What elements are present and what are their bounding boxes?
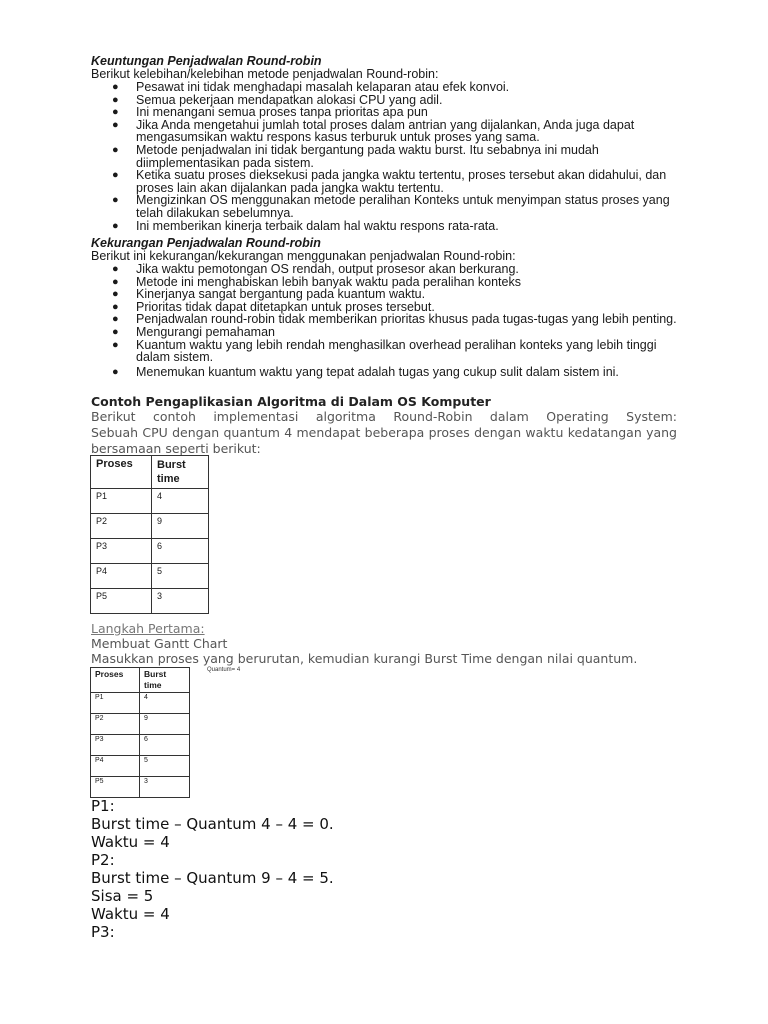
disadvantages-section xyxy=(91,236,681,378)
calculation-block xyxy=(91,797,491,941)
bullet-icon: ● xyxy=(112,263,119,275)
list-item: ● Metode penjadwalan ini tidak bergantung pada waktu burst. Itu sebabnya ini mudah diimplementasikan pada sistem. xyxy=(112,142,599,170)
list-item: ● Prioritas tidak dapat ditetapkan untuk proses tersebut. xyxy=(112,299,435,314)
list-item: ● Kinerjanya sangat bergantung pada kuantum waktu. xyxy=(112,287,426,302)
advantages-title: Keuntungan Penjadwalan Round-robin xyxy=(91,54,322,68)
step-line-2: Masukkan proses yang berurutan, kemudian kurangi Burst Time dengan nilai quantum. xyxy=(91,651,638,666)
step-section xyxy=(91,621,691,666)
disadvantages-intro: Berikut ini kekurangan/kekurangan menggunakan penjadwalan Round-robin: xyxy=(91,249,516,263)
table-header-burst: Burst time xyxy=(140,668,190,693)
list-item: ● Mengizinkan OS menggunakan metode peralihan Konteks untuk menyimpan status proses yang telah dilakukan sebelumnya. xyxy=(112,193,670,220)
table-row: P3 6 xyxy=(91,735,190,756)
list-item: ● Menemukan kuantum waktu yang tepat adalah tugas yang cukup sulit dalam sistem ini. xyxy=(112,364,619,379)
process-table-small xyxy=(90,667,190,798)
list-item: ● Jika Anda mengetahui jumlah total proses dalam antrian yang dijalankan, Anda juga dapat mengasumsikan waktu respons kasus terburuk untuk proses yang sama. xyxy=(112,117,635,145)
table-row: P1 4 xyxy=(91,489,209,514)
process-table xyxy=(90,455,209,614)
bullet-icon: ● xyxy=(112,338,119,351)
advantages-list xyxy=(91,81,681,232)
calc-line: Burst time – Quantum 4 – 4 = 0. xyxy=(91,815,334,833)
table-row: P3 6 xyxy=(91,539,209,564)
list-item: ● Jika waktu pemotongan OS rendah, output prosesor akan berkurang. xyxy=(112,262,519,276)
calc-line: Waktu = 4 xyxy=(91,833,170,851)
list-item: ● Kuantum waktu yang lebih rendah menghasilkan overhead peralihan konteks yang lebih tinggi dalam sistem. xyxy=(112,337,657,365)
bullet-icon: ● xyxy=(112,219,119,232)
step-title: Langkah Pertama: xyxy=(91,621,205,636)
bullet-icon: ● xyxy=(112,313,119,326)
calc-line: Waktu = 4 xyxy=(91,905,170,923)
table-row: P5 3 xyxy=(91,777,190,798)
example-line-1: Berikut contoh implementasi algoritma Round-Robin dalam Operating System: xyxy=(91,409,677,424)
calc-line: Sisa = 5 xyxy=(91,887,154,905)
table-row: P1 4 xyxy=(91,693,190,714)
table-row: P2 9 xyxy=(91,514,209,539)
list-item: ● Penjadwalan round-robin tidak memberikan prioritas khusus pada tugas-tugas yang lebih penting. xyxy=(112,312,677,327)
list-item: ● Metode ini menghabiskan lebih banyak waktu pada peralihan konteks xyxy=(112,274,521,289)
table-row: P4 5 xyxy=(91,756,190,777)
list-item: ● Mengurangi pemahaman xyxy=(112,324,275,339)
calc-line: P2: xyxy=(91,851,115,869)
calc-line: P3: xyxy=(91,923,115,941)
advantages-intro: Berikut kelebihan/kelebihan metode penjadwalan Round-robin: xyxy=(91,67,439,81)
table-header-proses: Proses xyxy=(91,668,140,693)
quantum-label: Quantum= 4 xyxy=(207,667,241,673)
bullet-icon: ● xyxy=(112,194,119,207)
bullet-icon: ● xyxy=(112,275,119,288)
list-item: ● Ketika suatu proses dieksekusi pada jangka waktu tertentu, proses tersebut akan didahului, dan proses lain akan dijalankan pada jangka waktu tertentu. xyxy=(112,168,667,195)
bullet-icon: ● xyxy=(112,93,119,106)
bullet-icon: ● xyxy=(112,365,119,378)
list-item: ● Ini memberikan kinerja terbaik dalam hal waktu respons rata-rata. xyxy=(112,218,499,233)
bullet-icon: ● xyxy=(112,300,119,313)
advantages-section xyxy=(91,54,681,232)
table-row: P2 9 xyxy=(91,714,190,735)
example-line-3: bersamaan seperti berikut: xyxy=(91,441,261,456)
example-section xyxy=(91,394,677,456)
example-line-2: Sebuah CPU dengan quantum 4 mendapat beberapa proses dengan waktu kedatangan yang xyxy=(91,425,677,440)
list-item: ● Semua pekerjaan mendapatkan alokasi CPU yang adil. xyxy=(112,92,443,107)
calc-line: P1: xyxy=(91,797,115,815)
bullet-icon: ● xyxy=(112,143,119,156)
table-row: P5 3 xyxy=(91,589,209,614)
list-item: ● Pesawat ini tidak menghadapi masalah kelaparan atau efek konvoi. xyxy=(112,80,510,94)
bullet-icon: ● xyxy=(112,325,119,338)
bullet-icon: ● xyxy=(112,106,119,119)
list-item: ● Ini menangani semua proses tanpa prioritas apa pun xyxy=(112,105,428,120)
disadvantages-list xyxy=(91,263,681,378)
example-heading: Contoh Pengaplikasian Algoritma di Dalam OS Komputer xyxy=(91,394,491,409)
disadvantages-title: Kekurangan Penjadwalan Round-robin xyxy=(91,236,321,250)
bullet-icon: ● xyxy=(112,169,119,182)
table-header-proses: Proses xyxy=(91,456,152,489)
bullet-icon: ● xyxy=(112,118,119,131)
calc-line: Burst time – Quantum 9 – 4 = 5. xyxy=(91,869,334,887)
table-header-burst: Burst time xyxy=(152,456,209,489)
step-line-1: Membuat Gantt Chart xyxy=(91,636,228,651)
table-row: P4 5 xyxy=(91,564,209,589)
bullet-icon: ● xyxy=(112,288,119,301)
bullet-icon: ● xyxy=(112,81,119,93)
